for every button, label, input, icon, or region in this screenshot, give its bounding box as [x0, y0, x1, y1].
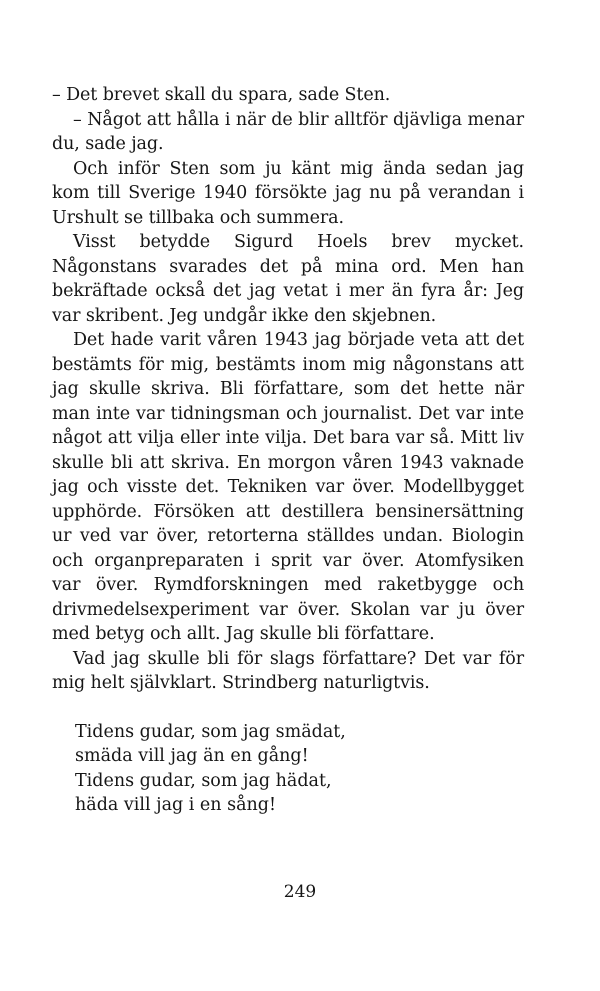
- poem-stanza: [52, 720, 524, 818]
- paragraph: Och inför Sten som ju känt mig ända sedan jag kom till Sverige 1940 försökte jag nu på verandan i Urshult se tillbaka och summera.: [52, 158, 524, 228]
- paragraph: Vad jag skulle bli för slags författare? Det var för mig helt självklart. Strindberg naturligtvis.: [52, 648, 524, 693]
- paragraph: – Det brevet skall du spara, sade Sten.: [52, 85, 391, 105]
- poem-line: smäda vill jag än en gång!: [75, 746, 309, 766]
- poem-line: Tidens gudar, som jag hädat,: [75, 770, 332, 791]
- paragraph: Visst betydde Sigurd Hoels brev mycket. Någonstans svarades det på mina ord. Men han bekräftade också det jag vetat i mer än fyra år: Jeg var skribent. Jeg undgår ikke den skjebnen.: [52, 232, 524, 326]
- poem-line: häda vill jag i en sång!: [75, 795, 277, 815]
- page-number: 249: [283, 882, 317, 902]
- page-text-block: [52, 83, 524, 818]
- prose: [52, 83, 524, 696]
- poem-line: Tidens gudar, som jag smädat,: [75, 721, 346, 742]
- paragraph: – Något att hålla i när de blir alltför djävliga menar du, sade jag.: [52, 109, 524, 154]
- paragraph: Det hade varit våren 1943 jag började veta att det bestämts för mig, bestämts inom mig någonstans att jag skulle skriva. Bli författare, som det hette när man inte var tidningsman och journalist. Det var inte något att vilja eller inte vilja. Det bara var så. Mitt liv skulle bli att skriva. En morgon våren 1943 vaknade jag och visste det. Tekniken var över. Modellbygget upphörde. Försöken att destillera bensinersättning ur ved var över, retorterna ställdes undan. Biologin och organpreparaten i sprit var över. Atomfysiken var över. Rymdforskningen med raketbygge och drivmedelsexperiment var över. Skolan var ju över med betyg och allt. Jag skulle bli författare.: [52, 330, 524, 644]
